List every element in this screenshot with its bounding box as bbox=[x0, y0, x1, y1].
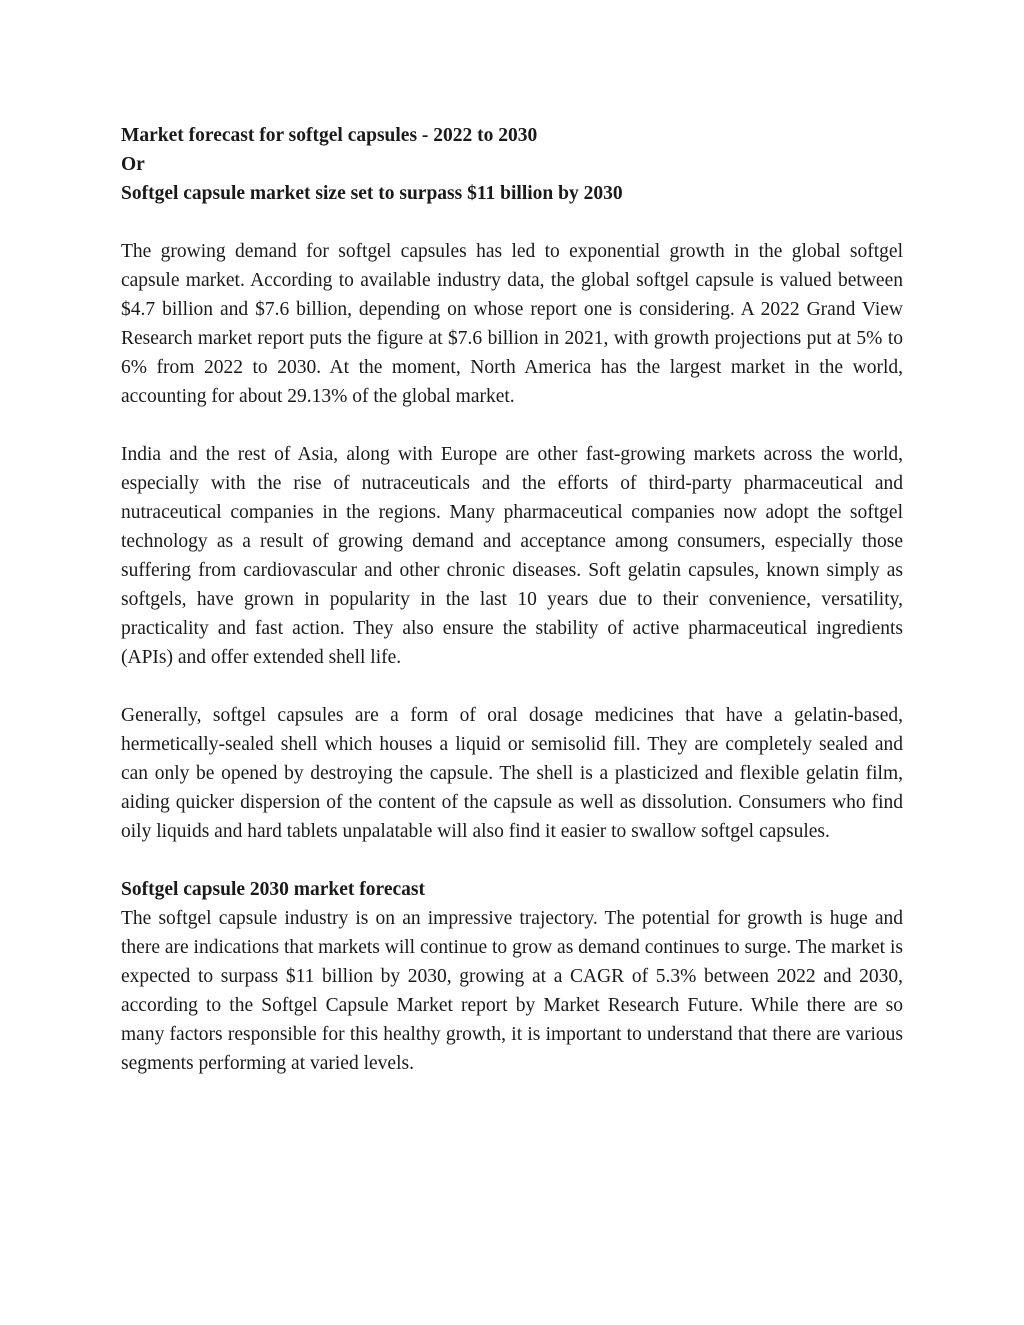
paragraph-market-overview: The growing demand for softgel capsules has led to exponential growth in the global softgel capsule market. According to available industry data, the global softgel capsule is valued between $4.7 billion and $7.6 billion, depending on whose report one is considering. A 2022 Grand View Research market report puts the figure at $7.6 billion in 2021, with growth projections put at 5% to 6% from 2022 to 2030. At the moment, North America has the largest market in the world, accounting for about 29.13% of the global market. bbox=[121, 241, 903, 407]
alternate-title: Softgel capsule market size set to surpass $11 billion by 2030 bbox=[121, 183, 623, 204]
title-connector: Or bbox=[121, 154, 145, 175]
paragraph-softgel-definition: Generally, softgel capsules are a form of oral dosage medicines that have a gelatin-based, hermetically-sealed shell which houses a liquid or semisolid fill. They are completely sealed and can only be opened by destroying the capsule. The shell is a plasticized and flexible gelatin film, aiding quicker dispersion of the content of the capsule as well as dissolution. Consumers who find oily liquids and hard tablets unpalatable will also find it easier to swallow softgel capsules. bbox=[121, 705, 903, 842]
document-title: Market forecast for softgel capsules - 2022 to 2030 bbox=[121, 125, 538, 146]
document-page bbox=[121, 121, 903, 1078]
section-body: The softgel capsule industry is on an impressive trajectory. The potential for growth is huge and there are indications that markets will continue to grow as demand continues to surge. The market is expected to surpass $11 billion by 2030, growing at a CAGR of 5.3% between 2022 and 2030, according to the Softgel Capsule Market report by Market Research Future. While there are so many factors responsible for this healthy growth, it is important to understand that there are various segments performing at varied levels. bbox=[121, 908, 903, 1074]
title-block bbox=[121, 121, 903, 208]
section-heading: Softgel capsule 2030 market forecast bbox=[121, 879, 425, 900]
paragraph-regional-markets: India and the rest of Asia, along with Europe are other fast-growing markets across the world, especially with the rise of nutraceuticals and the efforts of third-party pharmaceutical and nutraceutical companies in the regions. Many pharmaceutical companies now adopt the softgel technology as a result of growing demand and acceptance among consumers, especially those suffering from cardiovascular and other chronic diseases. Soft gelatin capsules, known simply as softgels, have grown in popularity in the last 10 years due to their convenience, versatility, practicality and fast action. They also ensure the stability of active pharmaceutical ingredients (APIs) and offer extended shell life. bbox=[121, 444, 903, 668]
